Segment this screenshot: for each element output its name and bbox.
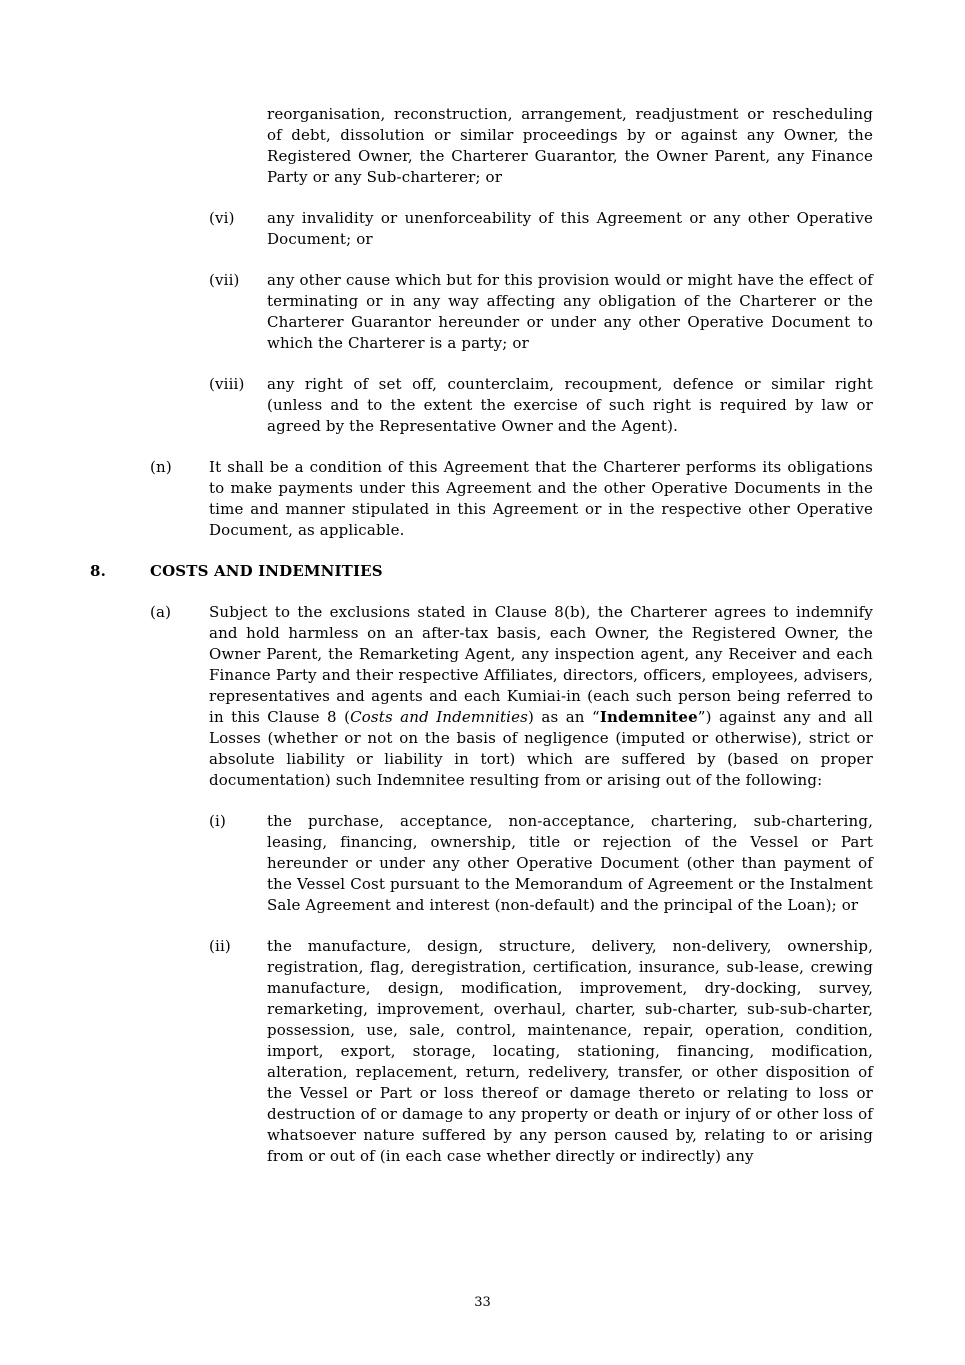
list-item-ii-label: (ii) bbox=[209, 937, 231, 955]
list-item-a bbox=[150, 602, 873, 791]
list-item-a-seg1: Subject to the exclusions stated in Clause 8(b), the Charterer agrees to indemnify and hold harmless on an after-tax basis, each Owner, the Registered Owner, the Owner Parent, the Remarketing Agent, any inspection agent, any Receiver and each Finance Party and their respective Affiliates, directors, officers, employees, advisers, representatives and agents and each Kumiai-in (each such person being referred to in this Clause 8 ( bbox=[209, 603, 873, 726]
clause-8-title: COSTS AND INDEMNITIES bbox=[150, 562, 383, 580]
document-content bbox=[90, 104, 873, 1187]
list-item-vii-text: any other cause which but for this provision would or might have the effect of terminating or in any way affecting any obligation of the Charterer or the Charterer Guarantor hereunder or under any other Operative Document to which the Charterer is a party; or bbox=[267, 271, 873, 352]
page-number: 33 bbox=[474, 1295, 491, 1310]
list-item-n bbox=[150, 457, 873, 541]
list-item-vi-text: any invalidity or unenforceability of this Agreement or any other Operative Document; or bbox=[267, 209, 873, 248]
list-item-vi-label: (vi) bbox=[209, 209, 235, 227]
list-item-a-label: (a) bbox=[150, 603, 172, 621]
list-item-a-defined-term: Indemnitee bbox=[599, 708, 698, 726]
list-item-vii-label: (vii) bbox=[209, 271, 240, 289]
clause-8-number: 8. bbox=[90, 562, 106, 580]
list-item-viii-label: (viii) bbox=[209, 375, 245, 393]
list-item-vi bbox=[209, 208, 873, 250]
list-item-a-text bbox=[209, 602, 873, 791]
list-item-i-label: (i) bbox=[209, 812, 226, 830]
list-item-a-seg2: ) as an “ bbox=[528, 708, 600, 726]
list-item-vii bbox=[209, 270, 873, 354]
paragraph-continuation-text: reorganisation, reconstruction, arrangement, readjustment or rescheduling of debt, dissolution or similar proceedings by or against any Owner, the Registered Owner, the Charterer Guarantor, the Owner Parent, any Finance Party or any Sub-charterer; or bbox=[267, 105, 873, 186]
list-item-viii-text: any right of set off, counterclaim, recoupment, defence or similar right (unless and to the extent the exercise of such right is required by law or agreed by the Representative Owner and the Agent). bbox=[267, 375, 873, 435]
list-item-viii bbox=[209, 374, 873, 437]
list-item-ii bbox=[209, 936, 873, 1167]
list-item-i-text: the purchase, acceptance, non-acceptance, chartering, sub-chartering, leasing, financing, ownership, title or rejection of the Vessel or Part hereunder or under any other Operative Document (other than payment of the Vessel Cost pursuant to the Memorandum of Agreement or the Instalment Sale Agreement and interest (non-default) and the principal of the Loan); or bbox=[267, 812, 873, 914]
list-item-n-label: (n) bbox=[150, 458, 172, 476]
list-item-ii-text: the manufacture, design, structure, delivery, non-delivery, ownership, registration, flag, deregistration, certification, insurance, sub-lease, crewing manufacture, design, modification, improvement, dry-docking, survey, remarketing, improvement, overhaul, charter, sub-charter, sub-sub-charter, possession, use, sale, control, maintenance, repair, operation, condition, import, export, storage, locating, stationing, financing, modification, alteration, replacement, return, redelivery, transfer, or other disposition of the Vessel or Part or loss thereof or damage thereto or relating to loss or destruction of or damage to any property or death or injury of or other loss of whatsoever nature suffered by any person caused by, relating to or arising from or out of (in each case whether directly or indirectly) any bbox=[267, 937, 873, 1165]
clause-8-heading bbox=[90, 561, 873, 582]
paragraph-continuation bbox=[267, 104, 873, 188]
list-item-n-text: It shall be a condition of this Agreement that the Charterer performs its obligations to make payments under this Agreement and the other Operative Documents in the time and manner stipulated in this Agreement or in the respective other Operative Document, as applicable. bbox=[209, 458, 873, 539]
list-item-i bbox=[209, 811, 873, 916]
list-item-a-seg3: ”) against any and all Losses (whether or not on the basis of negligence (imputed or otherwise), strict or absolute liability or liability in tort) which are suffered by (based on proper documentation) such Indemnitee resulting from or arising out of the following: bbox=[209, 708, 873, 789]
list-item-a-italic-phrase: Costs and Indemnities bbox=[350, 708, 528, 726]
